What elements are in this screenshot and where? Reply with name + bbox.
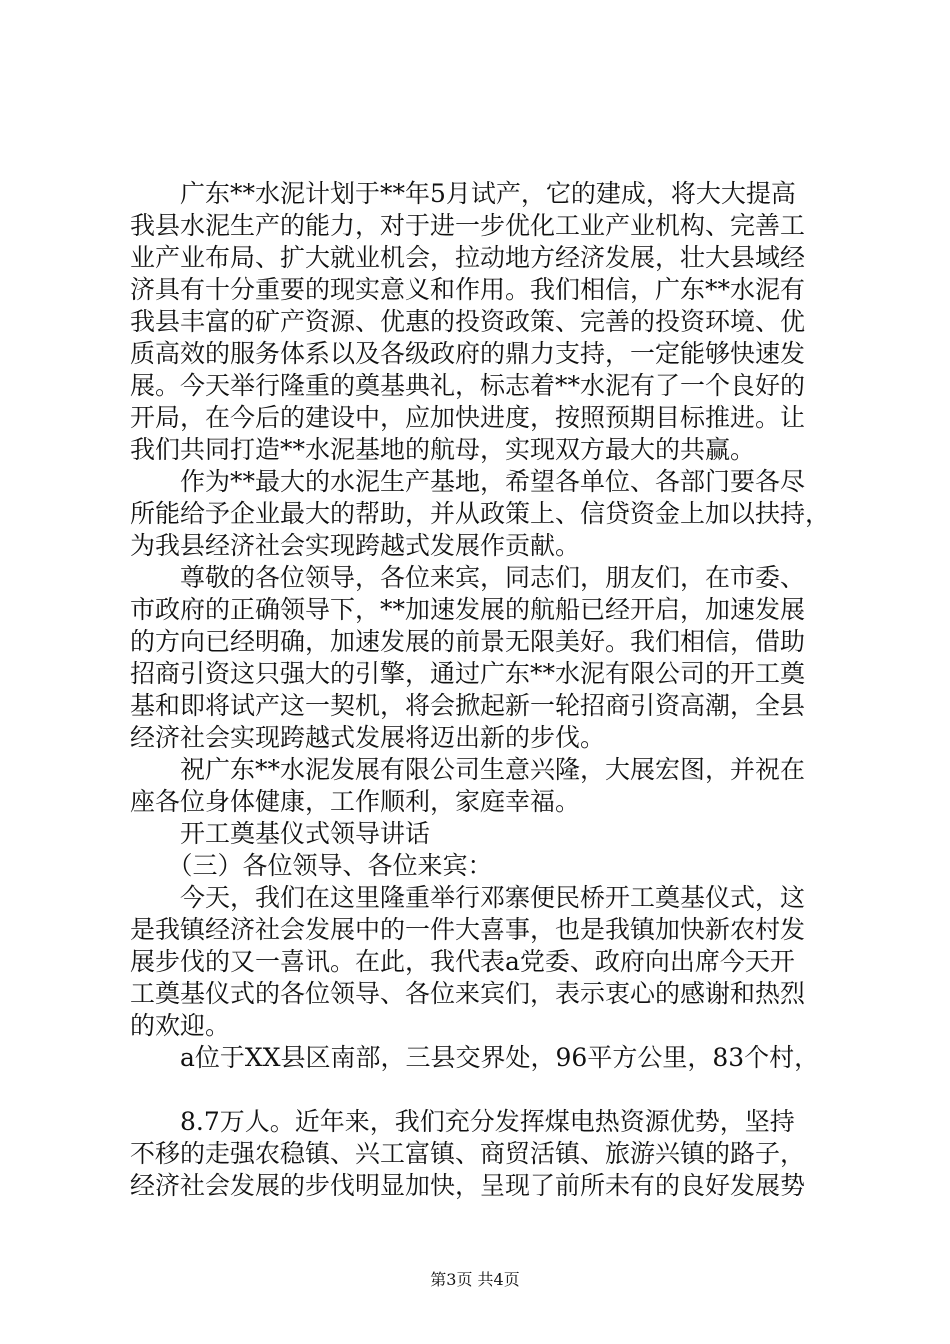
text-line: 座各位身体健康，工作顺利，家庭幸福。 [130,787,581,816]
page-number: 第3页 共4页 [430,1270,520,1289]
text-line: 所能给予企业最大的帮助，并从政策上、信贷资金上加以扶持， [130,499,830,528]
text-line: 今天，我们在这里隆重举行邓寨便民桥开工奠基仪式，这 [130,883,806,912]
text-line: 开局，在今后的建设中，应加快进度，按照预期目标推进。让 [130,403,806,432]
text-line: 经济社会发展的步伐明显加快，呈现了前所未有的良好发展势 [130,1171,806,1200]
text-line: 招商引资这只强大的引擎，通过广东**水泥有限公司的开工奠 [130,659,806,688]
blank-line [130,1074,830,1106]
text-line: 作为**最大的水泥生产基地，希望各单位、各部门要各尽 [130,467,806,496]
text-line: 广东**水泥计划于**年5月试产，它的建成，将大大提高 [130,179,796,208]
text-line: （三）各位领导、各位来宾： [130,851,493,880]
page-footer [0,1270,950,1290]
text-line: 尊敬的各位领导，各位来宾，同志们，朋友们，在市委、 [130,563,806,592]
text-line: 我县丰富的矿产资源、优惠的投资政策、完善的投资环境、优 [130,307,806,336]
text-line: 市政府的正确领导下，**加速发展的航船已经开启，加速发展 [130,595,806,624]
text-line: 是我镇经济社会发展中的一件大喜事，也是我镇加快新农村发 [130,915,806,944]
section-heading: 开工奠基仪式领导讲话 [130,819,431,848]
text-line: 为我县经济社会实现跨越式发展作贡献。 [130,531,581,560]
text-line: 业产业布局、扩大就业机会，拉动地方经济发展，壮大县域经 [130,243,806,272]
text-line: 济具有十分重要的现实意义和作用。我们相信，广东**水泥有 [130,275,806,304]
text-line: 质高效的服务体系以及各级政府的鼎力支持，一定能够快速发 [130,339,806,368]
text-line: 祝广东**水泥发展有限公司生意兴隆，大展宏图，并祝在 [130,755,806,784]
text-line: 不移的走强农稳镇、兴工富镇、商贸活镇、旅游兴镇的路子， [130,1139,806,1168]
text-line: a位于XX县区南部，三县交界处，96平方公里，83个村， [130,1043,820,1072]
text-line: 的方向已经明确，加速发展的前景无限美好。我们相信，借助 [130,627,806,656]
text-line: 8.7万人。近年来，我们充分发挥煤电热资源优势，坚持 [130,1107,795,1136]
text-line: 经济社会实现跨越式发展将迈出新的步伐。 [130,723,606,752]
text-line: 我县水泥生产的能力，对于进一步优化工业产业机构、完善工 [130,211,806,240]
text-line: 展。今天举行隆重的奠基典礼，标志着**水泥有了一个良好的 [130,371,806,400]
document-body [130,178,830,1202]
text-line: 展步伐的又一喜讯。在此，我代表a党委、政府向出席今天开 [130,947,795,976]
text-line: 的欢迎。 [130,1011,231,1040]
text-line: 基和即将试产这一契机，将会掀起新一轮招商引资高潮，全县 [130,691,806,720]
text-line: 工奠基仪式的各位领导、各位来宾们，表示衷心的感谢和热烈 [130,979,806,1008]
text-line: 我们共同打造**水泥基地的航母，实现双方最大的共赢。 [130,435,756,464]
